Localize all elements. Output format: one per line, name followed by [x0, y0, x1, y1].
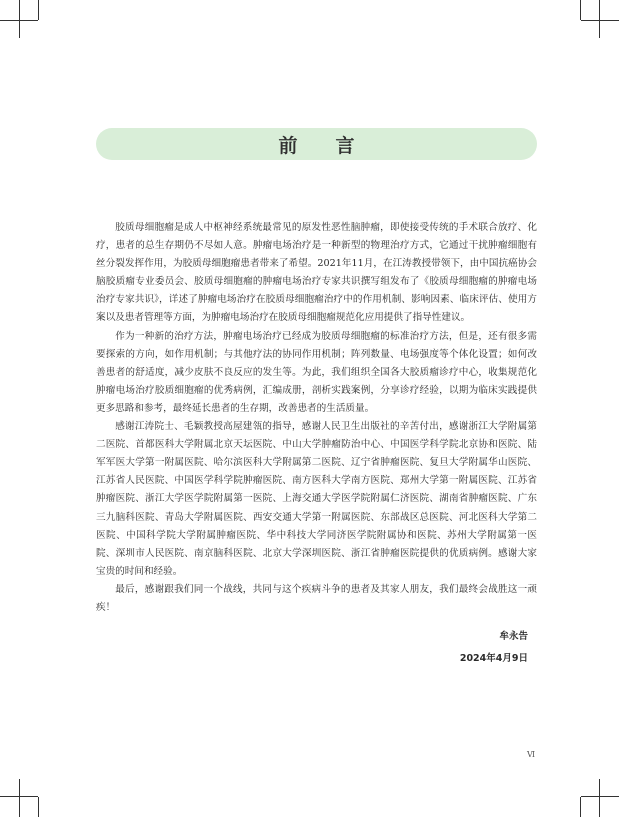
paragraph: 作为一种新的治疗方法，肿瘤电场治疗已经成为胶质母细胞瘤的标准治疗方法，但是，还有很多需要探索的方向，如作用机制；与其他疗法的协同作用机制；阵列数量、电场强度等个体化设置；如何改善患者的舒适度，减少皮肤不良反应的发生等。为此，我们组织全国各大胶质瘤诊疗中心，收集规范化肿瘤电场治疗胶质细胞瘤的优秀病例，汇编成册，剖析实践案例，分享诊疗经验，以期为临床实践提供更多思路和参考，最终延长患者的生存期，改善患者的生活质量。 [96, 330, 537, 414]
crop-mark [580, 797, 581, 817]
paragraph: 最后，感谢跟我们同一个战线，共同与这个疾病斗争的患者及其家人朋友，我们最终会战胜这一顽疾！ [96, 583, 537, 613]
paragraph: 胶质母细胞瘤是成人中枢神经系统最常见的原发性恶性脑肿瘤，即使接受传统的手术联合放疗、化疗，患者的总生存期仍不尽如人意。肿瘤电场治疗是一种新型的物理治疗方式，它通过干扰肿瘤细胞有丝分裂发挥作用，为胶质母细胞瘤患者带来了希望。2021年11月，在江涛教授带领下，由中国抗癌协会脑胶质瘤专业委员会、胶质母细胞瘤的肿瘤电场治疗专家共识撰写组发布了《胶质母细胞瘤的肿瘤电场治疗专家共识》，详述了肿瘤电场治疗在胶质母细胞瘤治疗中的作用机制、影响因素、临床评估、使用方案以及患者管理等方面，为肿瘤电场治疗在胶质母细胞瘤规范化应用提供了指导性建议。 [96, 222, 537, 324]
page-title: 前言 [278, 134, 393, 157]
crop-mark [580, 0, 581, 20]
paragraph: 感谢江涛院士、毛颖教授高屋建瓴的指导，感谢人民卫生出版社的辛苦付出，感谢浙江大学附属第二医院、首都医科大学附属北京天坛医院、中山大学肿瘤防治中心、中国医学科学院北京协和医院、陆军军医大学第一附属医院、哈尔滨医科大学附属第二医院、辽宁省肿瘤医院、复旦大学附属华山医院、江苏省人民医院、中国医学科学院肿瘤医院、南方医科大学南方医院、郑州大学第一附属医院、江苏省肿瘤医院、浙江大学医学院附属第一医院、上海交通大学医学院附属仁济医院、湖南省肿瘤医院、广东三九脑科医院、青岛大学附属医院、西安交通大学第一附属医院、东部战区总医院、河北医科大学第二医院、中国科学院大学附属肿瘤医院、华中科技大学同济医学院附属协和医院、苏州大学附属第一医院、深圳市人民医院、南京脑科医院、北京大学深圳医院、浙江省肿瘤医院提供的优质病例。感谢大家宝贵的时间和经验。 [96, 421, 537, 577]
crop-mark [599, 0, 600, 38]
crop-mark [581, 796, 619, 797]
signature-date: 2024年4月9日 [459, 653, 528, 664]
signature-name: 牟永告 [499, 631, 528, 642]
title-banner [96, 128, 537, 160]
page-number: Ⅵ [527, 750, 536, 759]
crop-mark [19, 0, 20, 38]
preface-body [96, 219, 537, 617]
crop-mark [38, 0, 39, 20]
crop-mark [19, 779, 20, 817]
crop-mark [581, 20, 619, 21]
crop-mark [599, 779, 600, 817]
crop-mark [38, 797, 39, 817]
